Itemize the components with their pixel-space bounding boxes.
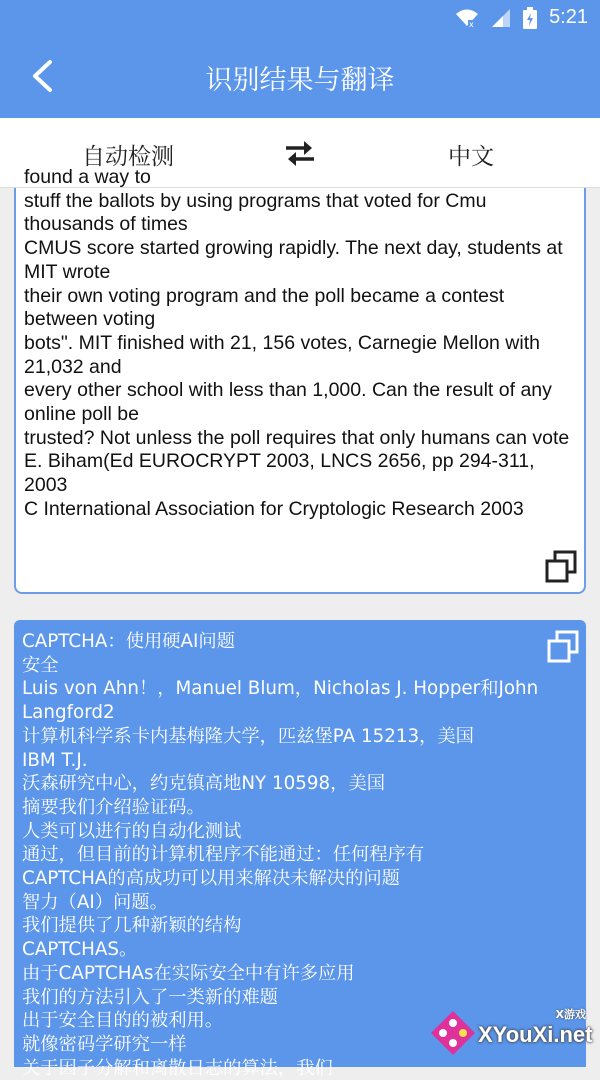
watermark: [428, 1006, 594, 1064]
page-title: 识别结果与翻译: [205, 65, 395, 96]
signal-icon: [491, 8, 511, 28]
watermark-brand: XYouXi.net: [478, 1022, 593, 1047]
status-time: 5:21: [549, 6, 588, 28]
battery-icon: [523, 7, 537, 29]
wifi-icon: [455, 8, 479, 28]
source-language-selector[interactable]: 自动检测: [82, 144, 174, 170]
status-icons: [455, 6, 588, 29]
target-language-selector[interactable]: 中文: [448, 144, 494, 170]
translation-text[interactable]: CAPTCHA：使用硬AI问题 安全 Luis von Ahn！，Manuel Blum，Nicholas J. Hopper和John Langford2 计算机科学系卡内基梅隆大学，匹兹堡PA 15213，美国 IBM T.J. 沃森研究中心，约克镇高地NY 10598，美国 摘要我们介绍验证码。 人类可以进行的自动化测试 通过，但目前的计算机程序不能通过：任何程序有 CAPTCHA的高成功可以用来解决未解决的问题 智力（AI）问题。 我们提供了几种新颖的结构 CAPTCHAS。 由于CAPTCHAs在实际安全中有许多应用 我们的方法引入了一类新的难题 出于安全目的的被利用。 就像密码学研究一样 关于因子分解和离散日志的算法，我们: [22, 631, 539, 1079]
watermark-sub: X游戏: [555, 1008, 586, 1021]
status-bar: [0, 0, 600, 36]
copy-translation-button[interactable]: [546, 630, 580, 664]
copy-source-button[interactable]: [544, 550, 578, 584]
source-text[interactable]: found a way to stuff the ballots by using programs that voted for Cmu thousands of times CMUS score started growing rapidly. The next day, students at MIT wrote their own voting program and the poll became a contest between voting bots". MIT finished with 21, 156 votes, Carnegie Mellon with 21,032 and every other school with less than 1,000. Can the result of any online poll be trusted? Not unless the poll requires that only humans can vote E. Biham(Ed EUROCRYPT 2003, LNCS 2656, pp 294-311, 2003 C International Association for Cryptologic Research 2003: [24, 166, 570, 520]
source-text-panel: [14, 166, 586, 594]
translation-panel: [14, 620, 586, 1079]
copy-icon: [544, 550, 578, 584]
gamepad-logo-icon: [428, 1008, 478, 1058]
swap-arrows-icon: [284, 139, 316, 167]
copy-icon: [546, 630, 580, 664]
svg-text:x: x: [469, 19, 474, 29]
app-header: [0, 36, 600, 118]
